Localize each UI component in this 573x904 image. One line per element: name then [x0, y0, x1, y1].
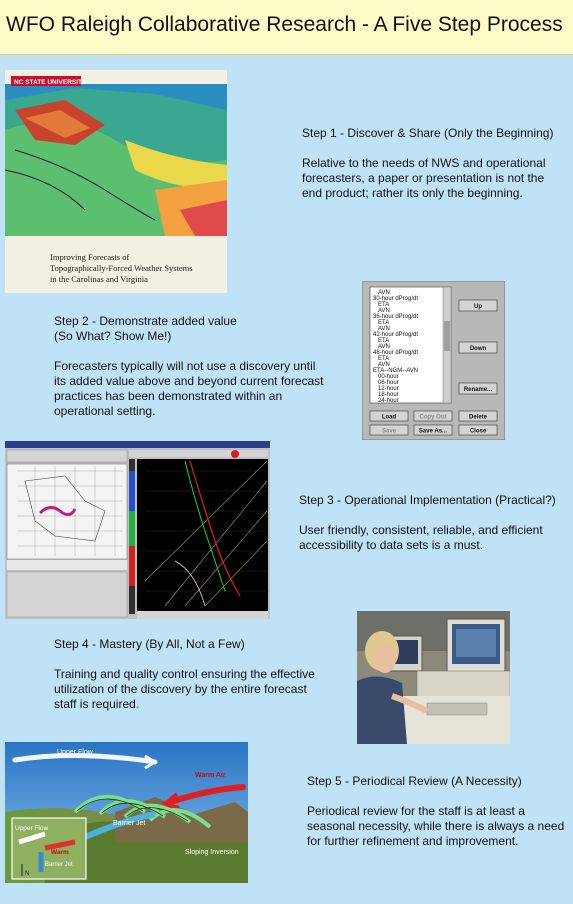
load-button[interactable]	[370, 411, 408, 421]
svg-text:Save: Save	[381, 428, 397, 435]
dialog-list-item[interactable]: 00-hour	[378, 374, 399, 380]
diagram-upper-flow-label: Upper Flow	[57, 749, 93, 756]
dialog-list-item[interactable]: ETA	[378, 302, 390, 308]
step-3-body: User friendly, consistent, reliable, and efficient accessibility to data sets is a must.	[299, 523, 543, 552]
step-1-heading: Step 1 - Discover & Share (Only the Beginning)	[302, 126, 554, 140]
step-5-heading: Step 5 - Periodical Review (A Necessity)	[307, 774, 522, 788]
paper-cover-caption-1: Improving Forecasts of	[50, 252, 130, 262]
dialog-list-item[interactable]: 24-hour	[378, 398, 399, 404]
dialog-list-item[interactable]: ETA	[378, 356, 390, 362]
awips-display-image	[5, 441, 270, 619]
svg-text:Close: Close	[469, 428, 487, 435]
inset-barrier-jet-label: Barrier Jet	[45, 862, 73, 868]
svg-text:Down: Down	[469, 346, 487, 352]
svg-text:Rename...: Rename...	[463, 387, 493, 393]
dialog-list-item[interactable]: AVN	[378, 344, 390, 350]
dialog-list-item[interactable]: 36-hour dProg/dt	[373, 314, 419, 320]
step-4	[54, 637, 329, 712]
step-4-body: Training and quality control ensuring the effective utilization of the discovery by the entire forecast staff is required.	[54, 667, 315, 711]
dialog-list-item[interactable]: ETA	[378, 320, 390, 326]
forecaster-photo	[357, 611, 510, 744]
diagram-barrier-jet-label: Barrier Jet	[113, 820, 146, 827]
dialog-list-item[interactable]: AVN	[378, 308, 390, 314]
save-as-button[interactable]	[414, 425, 452, 435]
procedure-dialog-image	[362, 281, 505, 440]
dialog-list-item[interactable]: ETA	[378, 338, 390, 344]
dialog-list-item[interactable]: AVN	[378, 290, 390, 296]
step-3-heading: Step 3 - Operational Implementation (Practical?)	[299, 493, 556, 507]
rename-button[interactable]	[459, 383, 497, 394]
dialog-list-item[interactable]: 06-hour	[378, 380, 399, 386]
svg-text:Copy Out: Copy Out	[419, 414, 447, 421]
paper-cover-logo: NC STATE UNIVERSITY	[14, 79, 87, 86]
step-2-heading-line2: (So What? Show Me!)	[54, 329, 172, 343]
delete-button[interactable]	[459, 411, 497, 421]
dialog-list-item[interactable]: 12-hour	[378, 386, 399, 392]
up-button[interactable]	[459, 300, 497, 311]
paper-cover-image	[5, 70, 227, 293]
paper-cover-caption-3: in the Carolinas and Virginia	[50, 274, 148, 284]
diagram-sloping-inversion-label: Sloping Inversion	[185, 849, 239, 856]
svg-text:Up: Up	[474, 304, 482, 310]
inset-warm-label: Warm	[51, 849, 69, 856]
step-2-body: Forecasters typically will not use a discovery until its added value above and beyond current forecast practices has been demonstrated within an operational setting.	[54, 359, 324, 418]
barrier-jet-diagram	[5, 742, 248, 883]
dialog-list-item[interactable]: ETA--NGM--AVN	[373, 368, 419, 374]
paper-cover-caption-2: Topographically-Forced Weather Systems	[50, 263, 193, 273]
inset-upper-flow-label: Upper Flow	[15, 825, 49, 832]
down-button[interactable]	[459, 342, 497, 353]
page-title: WFO Raleigh Collaborative Research - A Five Step Process	[6, 13, 563, 36]
step-5	[307, 774, 565, 849]
svg-text:Load: Load	[381, 414, 397, 421]
dialog-list-item[interactable]: 30-hour dProg/dt	[373, 296, 419, 302]
dialog-list-item[interactable]: AVN	[378, 362, 390, 368]
step-2	[54, 314, 324, 419]
dialog-list-item[interactable]: 42-hour dProg/dt	[373, 332, 419, 338]
dialog-list-item[interactable]: AVN	[378, 326, 390, 332]
diagram-warm-air-label: Warm Air	[195, 772, 226, 779]
step-4-heading: Step 4 - Mastery (By All, Not a Few)	[54, 637, 245, 651]
copy-out-button[interactable]	[414, 411, 452, 421]
step-3	[299, 493, 569, 553]
step-2-heading-line1: Step 2 - Demonstrate added value	[54, 314, 237, 328]
dialog-list-item[interactable]: 48-hour dProg/dt	[373, 350, 419, 356]
step-1	[302, 126, 564, 201]
save-button[interactable]	[370, 425, 408, 435]
svg-text:Save As...: Save As...	[418, 428, 448, 435]
svg-text:Delete: Delete	[468, 414, 488, 421]
step-1-body: Relative to the needs of NWS and operational forecasters, a paper or presentation is not the end product; rather its only the beginning.	[302, 156, 546, 200]
step-5-body: Periodical review for the staff is at least a seasonal necessity, while there is always a need for further refinement and improvement.	[307, 804, 565, 848]
inset-north-label: N	[25, 871, 30, 877]
page-header	[0, 0, 573, 55]
close-button[interactable]	[459, 425, 497, 435]
dialog-list-item[interactable]: 18-hour	[378, 392, 399, 398]
